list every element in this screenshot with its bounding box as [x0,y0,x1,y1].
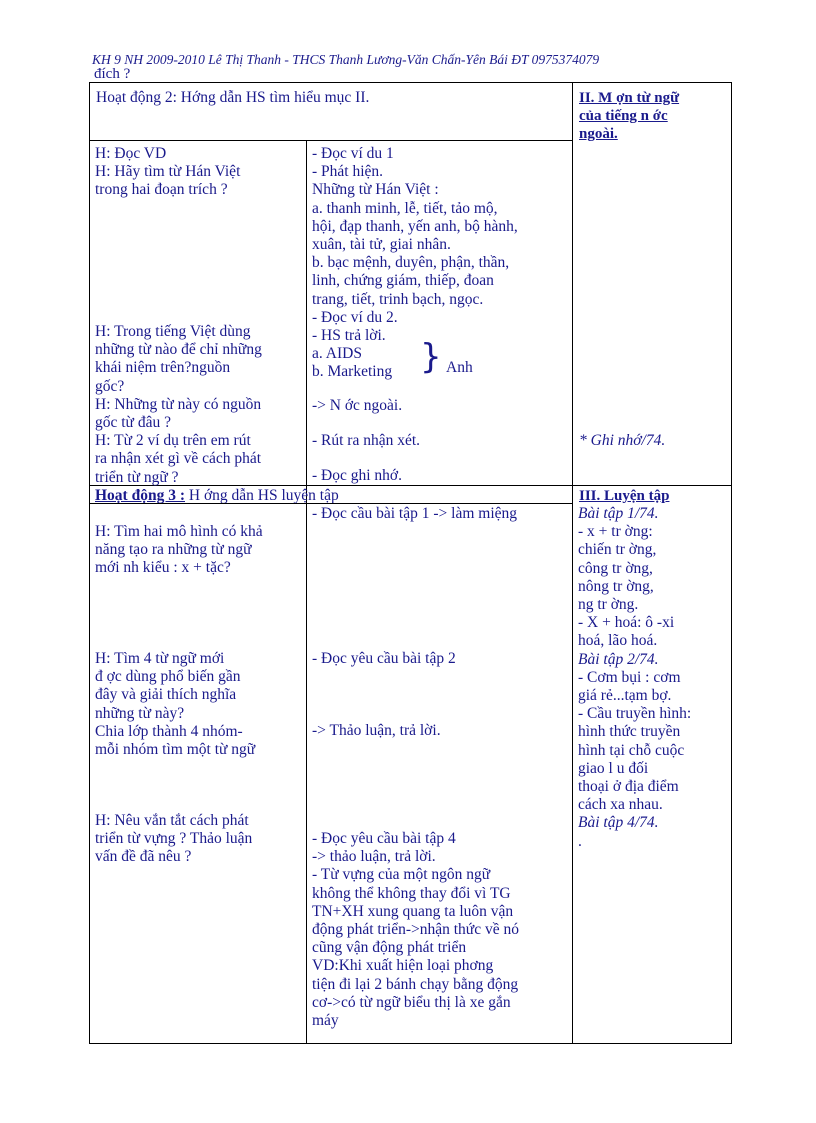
answer-line: hoá, lão hoá. [578,632,658,650]
answer-line: hình thức truyền [578,723,681,741]
teacher-line: gốc từ đâu ? [95,414,171,432]
section-iii-title: III. Luyện tập [579,488,670,504]
student-line: b. bạc mệnh, duyên, phận, thần, [312,254,510,272]
answer-line: - Cầu truyền hình: [578,705,692,723]
teacher-line: mới nh kiểu : x + tặc? [95,559,231,577]
student-line: - Đọc ghi nhớ. [312,467,402,484]
answer-line: công tr ờng, [578,559,653,577]
student-line: linh, chứng giám, thiếp, đoan [312,272,494,290]
student-line: động phát triển->nhận thức về nó [312,921,519,939]
row3-answers-col [578,505,728,851]
teacher-line: năng tạo ra những từ ngữ [95,541,252,559]
column-divider-middle [306,140,307,486]
section-ii-line-3: ngoài. [579,126,618,143]
teacher-line: triển từ ngữ ? [95,468,179,486]
page-header: KH 9 NH 2009-2010 Lê Thị Thanh - THCS Thanh Lương-Văn Chấn-Yên Bái ĐT 0975374079 [92,52,600,67]
teacher-line: triển từ vựng ? Thảo luận [95,830,253,848]
teacher-line: trong hai đoạn trích ? [95,181,228,199]
student-line: b. Marketing [312,363,393,381]
row3-header-bottom [89,503,573,504]
teacher-line: đây và giải thích nghĩa [95,686,237,704]
student-line: - Rút ra nhận xét. [312,432,421,449]
student-line: - Đọc ví du 1 [312,145,394,162]
answer-line: giao l u đối [578,759,649,777]
teacher-line: vấn đề đã nêu ? [95,848,192,866]
student-line: cũng vận động phát triển [312,939,467,957]
header-overflow-text: đích ? [94,66,131,82]
column-divider-right [572,82,573,1044]
brace-symbol: } [420,337,442,377]
teacher-line: H: Những từ này có nguồn [95,395,262,413]
student-line: - Phát hiện. [312,163,384,181]
row3-student-col-b [312,830,567,1030]
column-divider-middle-2 [306,485,307,1044]
student-line: VD:Khi xuất hiện loại phơng [312,957,494,975]
row2-teacher-col [95,145,300,200]
student-line: - Đọc yêu cầu bài tập 4 [312,830,456,847]
student-line: -> Thảo luận, trả lời. [312,722,441,739]
note-reference: * Ghi nhớ/74. [579,432,666,449]
student-line: - Đọc yêu cầu bài tập 2 [312,650,456,667]
answer-line: giá rẻ...tạm bợ. [578,687,672,705]
teacher-line: mỗi nhóm tìm một từ ngữ [95,741,256,759]
section-ii-line-1: II. M ợn từ ngữ [579,90,680,106]
row1-bottom-border [89,140,573,141]
activity-3-label: Hoạt động 3 : [95,487,185,503]
answer-line: thoại ở địa điểm [578,778,679,796]
student-line: - HS trả lời. [312,327,386,345]
teacher-line: những từ nào để chỉ những [95,341,262,359]
teacher-line: H: Tìm 4 từ ngữ mới [95,650,225,667]
row3-teacher-col-a [95,523,300,578]
table-right-border [731,82,732,1044]
student-line: a. thanh minh, lễ, tiết, tảo mộ, [312,199,498,217]
teacher-line: khái niệm trên?nguồn [95,359,231,377]
teacher-line: H: Nêu vắn tắt cách phát [95,812,249,829]
answer-line: ng tr ờng. [578,596,639,614]
student-line: cơ->có từ ngữ biểu thị là xe gắn [312,993,511,1011]
student-line: TN+XH xung quang ta luôn vận [312,902,514,920]
row3-teacher-col-b [95,650,300,759]
row3-teacher-col-c [95,812,300,867]
teacher-line: H: Hãy tìm từ Hán Việt [95,163,241,181]
answer-line: - x + tr ờng: [578,523,653,541]
student-line: không thể không thay đổi vì TG [312,884,511,902]
student-line: xuân, tài tử, giai nhân. [312,236,451,254]
student-line: - Đọc ví du 2. [312,308,398,326]
teacher-line: ra nhận xét gì về cách phát [95,450,262,468]
answer-line: chiến tr ờng, [578,541,657,559]
teacher-line: H: Từ 2 ví dụ trên em rút [95,432,251,450]
student-line: -> thảo luận, trả lời. [312,848,436,866]
teacher-line: H: Tìm hai mô hình có khả [95,523,263,540]
table-top-border [89,82,732,83]
teacher-line: đ ợc dùng phổ biến gần [95,668,241,686]
answer-line: Bài tập 2/74. [578,650,659,668]
answer-line: hình tại chỗ cuộc [578,741,685,759]
answer-line: cách xa nhau. [578,796,663,814]
answer-line: Bài tập 4/74. [578,814,659,832]
student-line: tiện đi lại 2 bánh chạy bằng động [312,975,519,993]
student-line: - Từ vựng của một ngôn ngữ [312,866,491,884]
activity-3-text: H ớng dẫn HS luyện tập [188,487,339,503]
answer-line: . [578,832,582,850]
student-line: Những từ Hán Việt : [312,181,439,199]
teacher-line: Chia lớp thành 4 nhóm- [95,722,243,740]
teacher-line: những từ này? [95,704,185,722]
teacher-line: H: Đọc VD [95,145,167,162]
activity-3-heading [95,487,339,503]
teacher-line: gốc? [95,377,125,395]
student-line: - Đọc cầu bài tập 1 -> làm miệng [312,505,518,522]
answer-line: - X + hoá: ô -xi [578,614,675,632]
student-line: -> N ớc ngoài. [312,397,403,414]
origin-english-label: Anh [446,359,473,376]
activity-2-heading: Hoạt động 2: Hớng dẫn HS tìm hiểu mục II. [96,89,370,106]
answer-line: - Cơm bụi : cơm [578,668,681,686]
section-ii-line-2: của tiếng n ớc [579,108,668,125]
section-ii-title [579,89,679,144]
student-line: hội, đạp thanh, yến anh, bộ hành, [312,217,518,235]
student-line: máy [312,1012,339,1030]
student-line: trang, tiết, trinh bạch, ngọc. [312,290,484,308]
table-left-border [89,82,90,1044]
row2-teacher-col-b [95,323,300,487]
table-bottom-border [89,1043,732,1044]
answer-line: Bài tập 1/74. [578,505,659,522]
teacher-line: H: Trong tiếng Việt dùng [95,323,251,340]
student-line: a. AIDS [312,345,362,363]
answer-line: nông tr ờng, [578,577,654,595]
